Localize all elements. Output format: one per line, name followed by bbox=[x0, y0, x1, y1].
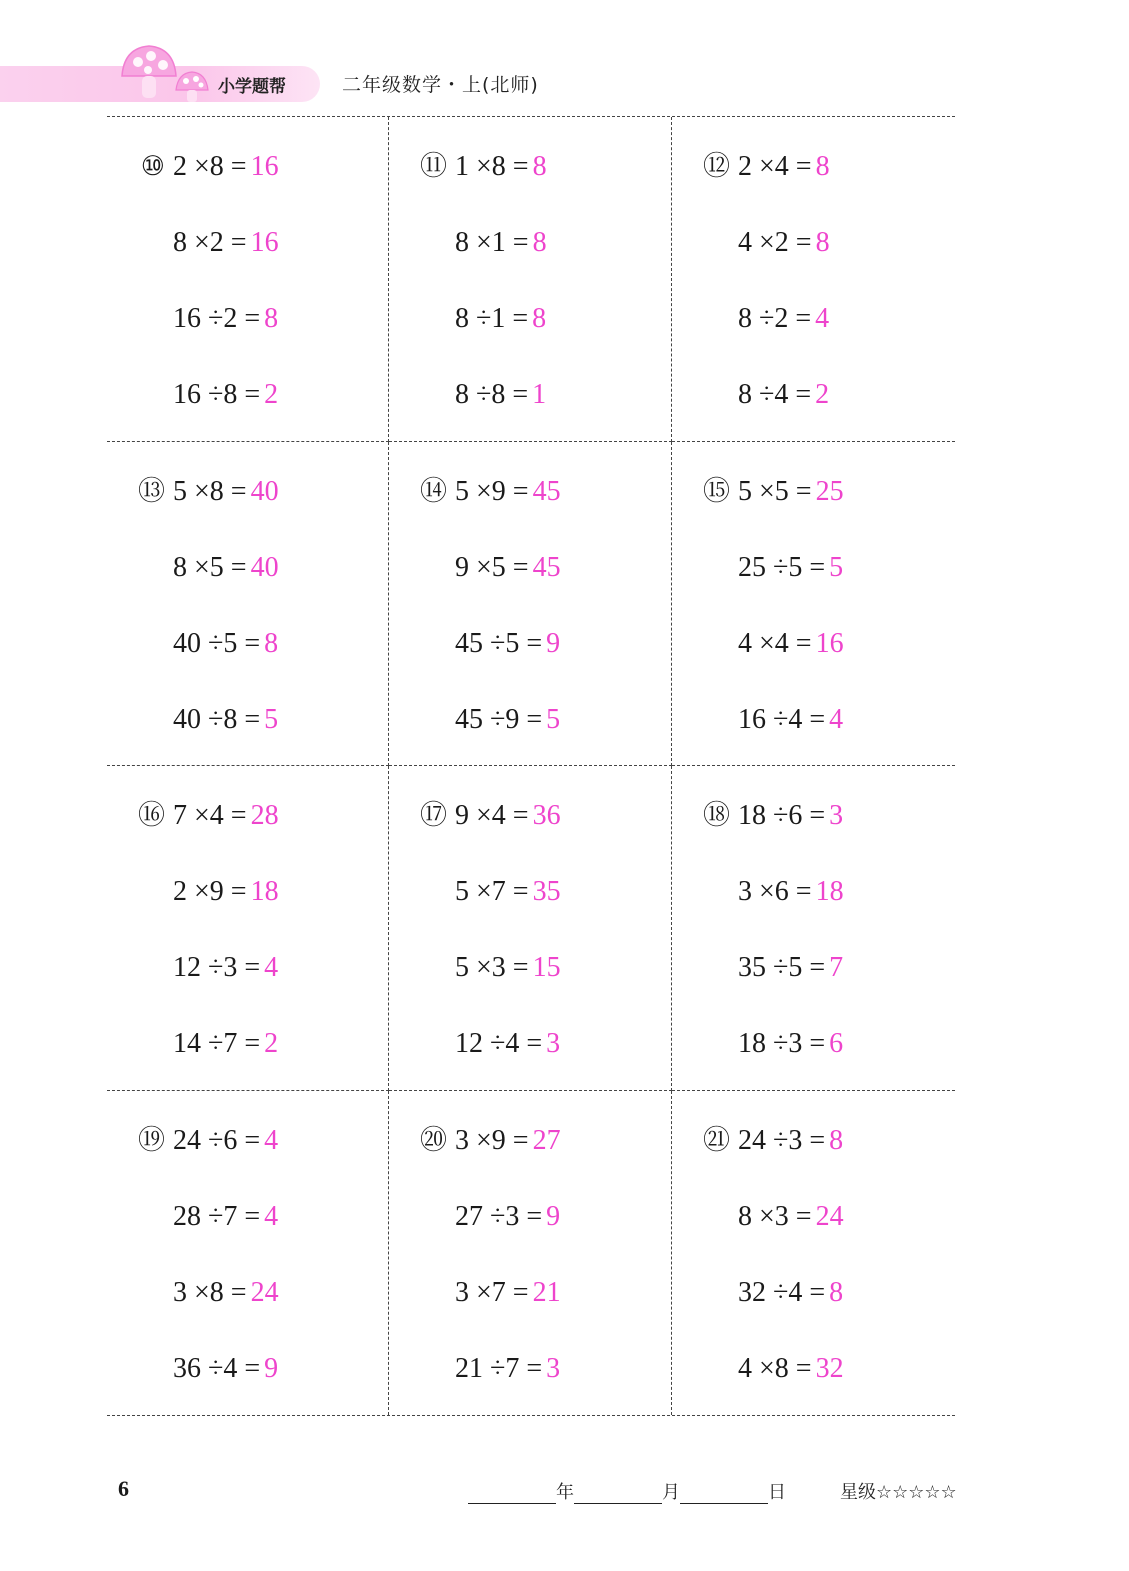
equation-question: 8 ÷8 = bbox=[455, 379, 529, 410]
equation-answer: 4 bbox=[264, 1124, 279, 1156]
exercise-cell bbox=[389, 117, 672, 442]
equation bbox=[738, 1200, 844, 1232]
equation-answer: 8 bbox=[532, 227, 547, 258]
equation-question: 3 ×7 = bbox=[455, 1276, 529, 1308]
equation-answer: 36 bbox=[532, 800, 561, 831]
equation-question: 40 ÷5 = bbox=[173, 627, 261, 659]
date-fields bbox=[468, 1478, 786, 1504]
equation bbox=[173, 1200, 279, 1232]
equation bbox=[138, 475, 279, 507]
exercise-cell bbox=[389, 766, 672, 1091]
mushroom-icon bbox=[118, 42, 180, 104]
equation-answer: 15 bbox=[532, 952, 561, 983]
small-mushroom-icon bbox=[174, 70, 210, 104]
book-title: 二年级数学・上(北师) bbox=[342, 74, 539, 96]
equation-answer: 24 bbox=[250, 1276, 279, 1308]
equation-answer: 2 bbox=[815, 379, 830, 410]
equation bbox=[455, 551, 561, 583]
equation-answer: 5 bbox=[546, 703, 561, 735]
exercise-grid bbox=[107, 116, 955, 1416]
equation-question: 8 ×1 = bbox=[455, 227, 529, 258]
equation bbox=[455, 627, 561, 659]
equation bbox=[455, 1276, 561, 1308]
equation-question: 18 ÷3 = bbox=[738, 1028, 826, 1059]
equation-question: 16 ÷2 = bbox=[173, 303, 261, 334]
equation bbox=[173, 1276, 279, 1308]
equation-answer: 8 bbox=[815, 227, 830, 258]
equation-answer: 24 bbox=[815, 1200, 844, 1232]
equation-question: 8 ÷1 = bbox=[455, 303, 529, 334]
exercise-cell bbox=[672, 1091, 955, 1416]
equation bbox=[738, 229, 830, 257]
equation bbox=[703, 151, 830, 182]
equation-question: 2 ×8 = bbox=[173, 151, 247, 182]
equation-answer: 3 bbox=[829, 800, 844, 831]
equation bbox=[738, 305, 829, 333]
equation-question: 16 ÷4 = bbox=[738, 703, 826, 735]
equation bbox=[173, 551, 279, 583]
equation bbox=[173, 627, 279, 659]
equation bbox=[173, 1030, 278, 1058]
equation-question: 5 ×3 = bbox=[455, 952, 529, 983]
equation bbox=[455, 1352, 561, 1384]
equation bbox=[138, 800, 279, 831]
equation-answer: 9 bbox=[264, 1352, 279, 1384]
page-number: 6 bbox=[118, 1476, 129, 1501]
equation-question: 12 ÷4 = bbox=[455, 1028, 543, 1059]
equation bbox=[138, 1124, 279, 1156]
equation-answer: 40 bbox=[250, 475, 279, 507]
equation bbox=[455, 954, 561, 982]
equation bbox=[420, 1124, 561, 1156]
equation-question: 18 ÷6 = bbox=[738, 800, 826, 831]
exercise-number: ⑰ bbox=[420, 800, 447, 830]
equation-question: 4 ×4 = bbox=[738, 627, 812, 659]
equation-question: 9 ×4 = bbox=[455, 800, 529, 831]
equation-question: 12 ÷3 = bbox=[173, 952, 261, 983]
equation-answer: 25 bbox=[815, 475, 844, 507]
equation-question: 5 ×8 = bbox=[173, 475, 247, 507]
exercise-number: ㉑ bbox=[703, 1124, 730, 1155]
equation bbox=[703, 800, 844, 831]
exercise-cell bbox=[107, 1091, 389, 1416]
equation-question: 27 ÷3 = bbox=[455, 1200, 543, 1232]
equation-answer: 16 bbox=[815, 627, 844, 659]
day-label: 日 bbox=[768, 1482, 786, 1503]
exercise-number: ⑲ bbox=[138, 1124, 165, 1155]
equation-question: 25 ÷5 = bbox=[738, 551, 826, 583]
equation-question: 1 ×8 = bbox=[455, 151, 529, 182]
exercise-cell bbox=[672, 766, 955, 1091]
equation-answer: 35 bbox=[532, 876, 561, 907]
equation bbox=[703, 1124, 844, 1156]
equation bbox=[703, 475, 844, 507]
equation bbox=[738, 878, 844, 906]
equation-answer: 18 bbox=[250, 876, 279, 907]
equation bbox=[173, 878, 279, 906]
equation-answer: 6 bbox=[829, 1028, 844, 1059]
exercise-cell bbox=[107, 117, 389, 442]
equation-question: 40 ÷8 = bbox=[173, 703, 261, 735]
equation-answer: 8 bbox=[264, 303, 279, 334]
equation bbox=[420, 475, 561, 507]
equation bbox=[455, 1200, 561, 1232]
month-blank[interactable] bbox=[574, 1483, 662, 1504]
equation-answer: 32 bbox=[815, 1352, 844, 1384]
rating-label: 星级 bbox=[840, 1482, 876, 1503]
equation-question: 16 ÷8 = bbox=[173, 379, 261, 410]
rating bbox=[840, 1478, 957, 1504]
equation bbox=[420, 151, 547, 182]
brand-label: 小学题帮 bbox=[218, 77, 286, 97]
exercise-number: ⑩ bbox=[140, 151, 165, 181]
equation bbox=[738, 1352, 844, 1384]
equation bbox=[738, 381, 829, 409]
exercise-number: ⑯ bbox=[138, 800, 165, 830]
exercise-number: ⑭ bbox=[420, 475, 447, 506]
equation-answer: 16 bbox=[250, 227, 279, 258]
exercise-number: ⑪ bbox=[420, 151, 447, 181]
exercise-number: ⑮ bbox=[703, 475, 730, 506]
equation-question: 3 ×9 = bbox=[455, 1124, 529, 1156]
equation-question: 45 ÷5 = bbox=[455, 627, 543, 659]
equation-answer: 45 bbox=[532, 551, 561, 583]
equation-answer: 8 bbox=[532, 303, 547, 334]
equation-answer: 45 bbox=[532, 475, 561, 507]
equation-answer: 28 bbox=[250, 800, 279, 831]
equation bbox=[173, 1352, 279, 1384]
equation-answer: 8 bbox=[829, 1276, 844, 1308]
equation-answer: 27 bbox=[532, 1124, 561, 1156]
equation-answer: 1 bbox=[532, 379, 547, 410]
equation-answer: 8 bbox=[264, 627, 279, 659]
equation bbox=[738, 703, 844, 735]
equation-answer: 8 bbox=[532, 151, 547, 182]
equation-question: 8 ×3 = bbox=[738, 1200, 812, 1232]
equation bbox=[173, 703, 279, 735]
equation-question: 8 ÷4 = bbox=[738, 379, 812, 410]
equation-question: 8 ÷2 = bbox=[738, 303, 812, 334]
exercise-number: ⑬ bbox=[138, 475, 165, 506]
equation-answer: 21 bbox=[532, 1276, 561, 1308]
equation-question: 14 ÷7 = bbox=[173, 1028, 261, 1059]
equation bbox=[455, 229, 547, 257]
month-label: 月 bbox=[662, 1482, 680, 1503]
equation-question: 45 ÷9 = bbox=[455, 703, 543, 735]
exercise-cell bbox=[107, 766, 389, 1091]
equation-question: 5 ×5 = bbox=[738, 475, 812, 507]
equation-answer: 7 bbox=[829, 952, 844, 983]
equation-question: 4 ×8 = bbox=[738, 1352, 812, 1384]
equation-question: 8 ×2 = bbox=[173, 227, 247, 258]
equation bbox=[455, 305, 546, 333]
equation bbox=[140, 151, 279, 182]
equation-answer: 4 bbox=[829, 703, 844, 735]
equation-answer: 40 bbox=[250, 551, 279, 583]
exercise-cell bbox=[389, 442, 672, 767]
exercise-number: ⑱ bbox=[703, 800, 730, 830]
equation-answer: 3 bbox=[546, 1028, 561, 1059]
equation bbox=[455, 1030, 560, 1058]
equation-question: 2 ×9 = bbox=[173, 876, 247, 907]
equation-answer: 9 bbox=[546, 627, 561, 659]
equation bbox=[455, 381, 546, 409]
year-label: 年 bbox=[556, 1482, 574, 1503]
equation-answer: 2 bbox=[264, 1028, 279, 1059]
equation-answer: 8 bbox=[829, 1124, 844, 1156]
equation-question: 24 ÷3 = bbox=[738, 1124, 826, 1156]
equation-answer: 5 bbox=[264, 703, 279, 735]
equation bbox=[173, 381, 278, 409]
equation bbox=[738, 1276, 844, 1308]
equation-answer: 18 bbox=[815, 876, 844, 907]
exercise-cell bbox=[107, 442, 389, 767]
equation bbox=[173, 954, 278, 982]
exercise-cell bbox=[672, 117, 955, 442]
equation-question: 4 ×2 = bbox=[738, 227, 812, 258]
equation-question: 21 ÷7 = bbox=[455, 1352, 543, 1384]
day-blank[interactable] bbox=[680, 1483, 768, 1504]
equation-question: 7 ×4 = bbox=[173, 800, 247, 831]
equation bbox=[738, 954, 843, 982]
exercise-number: ⑳ bbox=[420, 1124, 447, 1155]
exercise-cell bbox=[389, 1091, 672, 1416]
equation-question: 5 ×7 = bbox=[455, 876, 529, 907]
equation bbox=[420, 800, 561, 831]
equation-question: 24 ÷6 = bbox=[173, 1124, 261, 1156]
equation-question: 3 ×8 = bbox=[173, 1276, 247, 1308]
equation bbox=[455, 703, 561, 735]
equation-question: 8 ×5 = bbox=[173, 551, 247, 583]
equation-question: 32 ÷4 = bbox=[738, 1276, 826, 1308]
equation-question: 5 ×9 = bbox=[455, 475, 529, 507]
exercise-number: ⑫ bbox=[703, 151, 730, 181]
equation-question: 9 ×5 = bbox=[455, 551, 529, 583]
equation-answer: 4 bbox=[815, 303, 830, 334]
equation-answer: 2 bbox=[264, 379, 279, 410]
exercise-cell bbox=[672, 442, 955, 767]
equation-question: 35 ÷5 = bbox=[738, 952, 826, 983]
equation-answer: 8 bbox=[815, 151, 830, 182]
equation-answer: 3 bbox=[546, 1352, 561, 1384]
equation-question: 3 ×6 = bbox=[738, 876, 812, 907]
equation-question: 36 ÷4 = bbox=[173, 1352, 261, 1384]
rating-stars[interactable]: ☆☆☆☆☆ bbox=[876, 1482, 957, 1503]
equation bbox=[738, 627, 844, 659]
equation-question: 2 ×4 = bbox=[738, 151, 812, 182]
equation-answer: 16 bbox=[250, 151, 279, 182]
equation bbox=[455, 878, 561, 906]
equation bbox=[738, 551, 844, 583]
equation-answer: 9 bbox=[546, 1200, 561, 1232]
year-blank[interactable] bbox=[468, 1483, 556, 1504]
equation-answer: 4 bbox=[264, 1200, 279, 1232]
equation-answer: 5 bbox=[829, 551, 844, 583]
equation bbox=[173, 229, 279, 257]
equation-answer: 4 bbox=[264, 952, 279, 983]
equation bbox=[738, 1030, 843, 1058]
equation bbox=[173, 305, 278, 333]
equation-question: 28 ÷7 = bbox=[173, 1200, 261, 1232]
